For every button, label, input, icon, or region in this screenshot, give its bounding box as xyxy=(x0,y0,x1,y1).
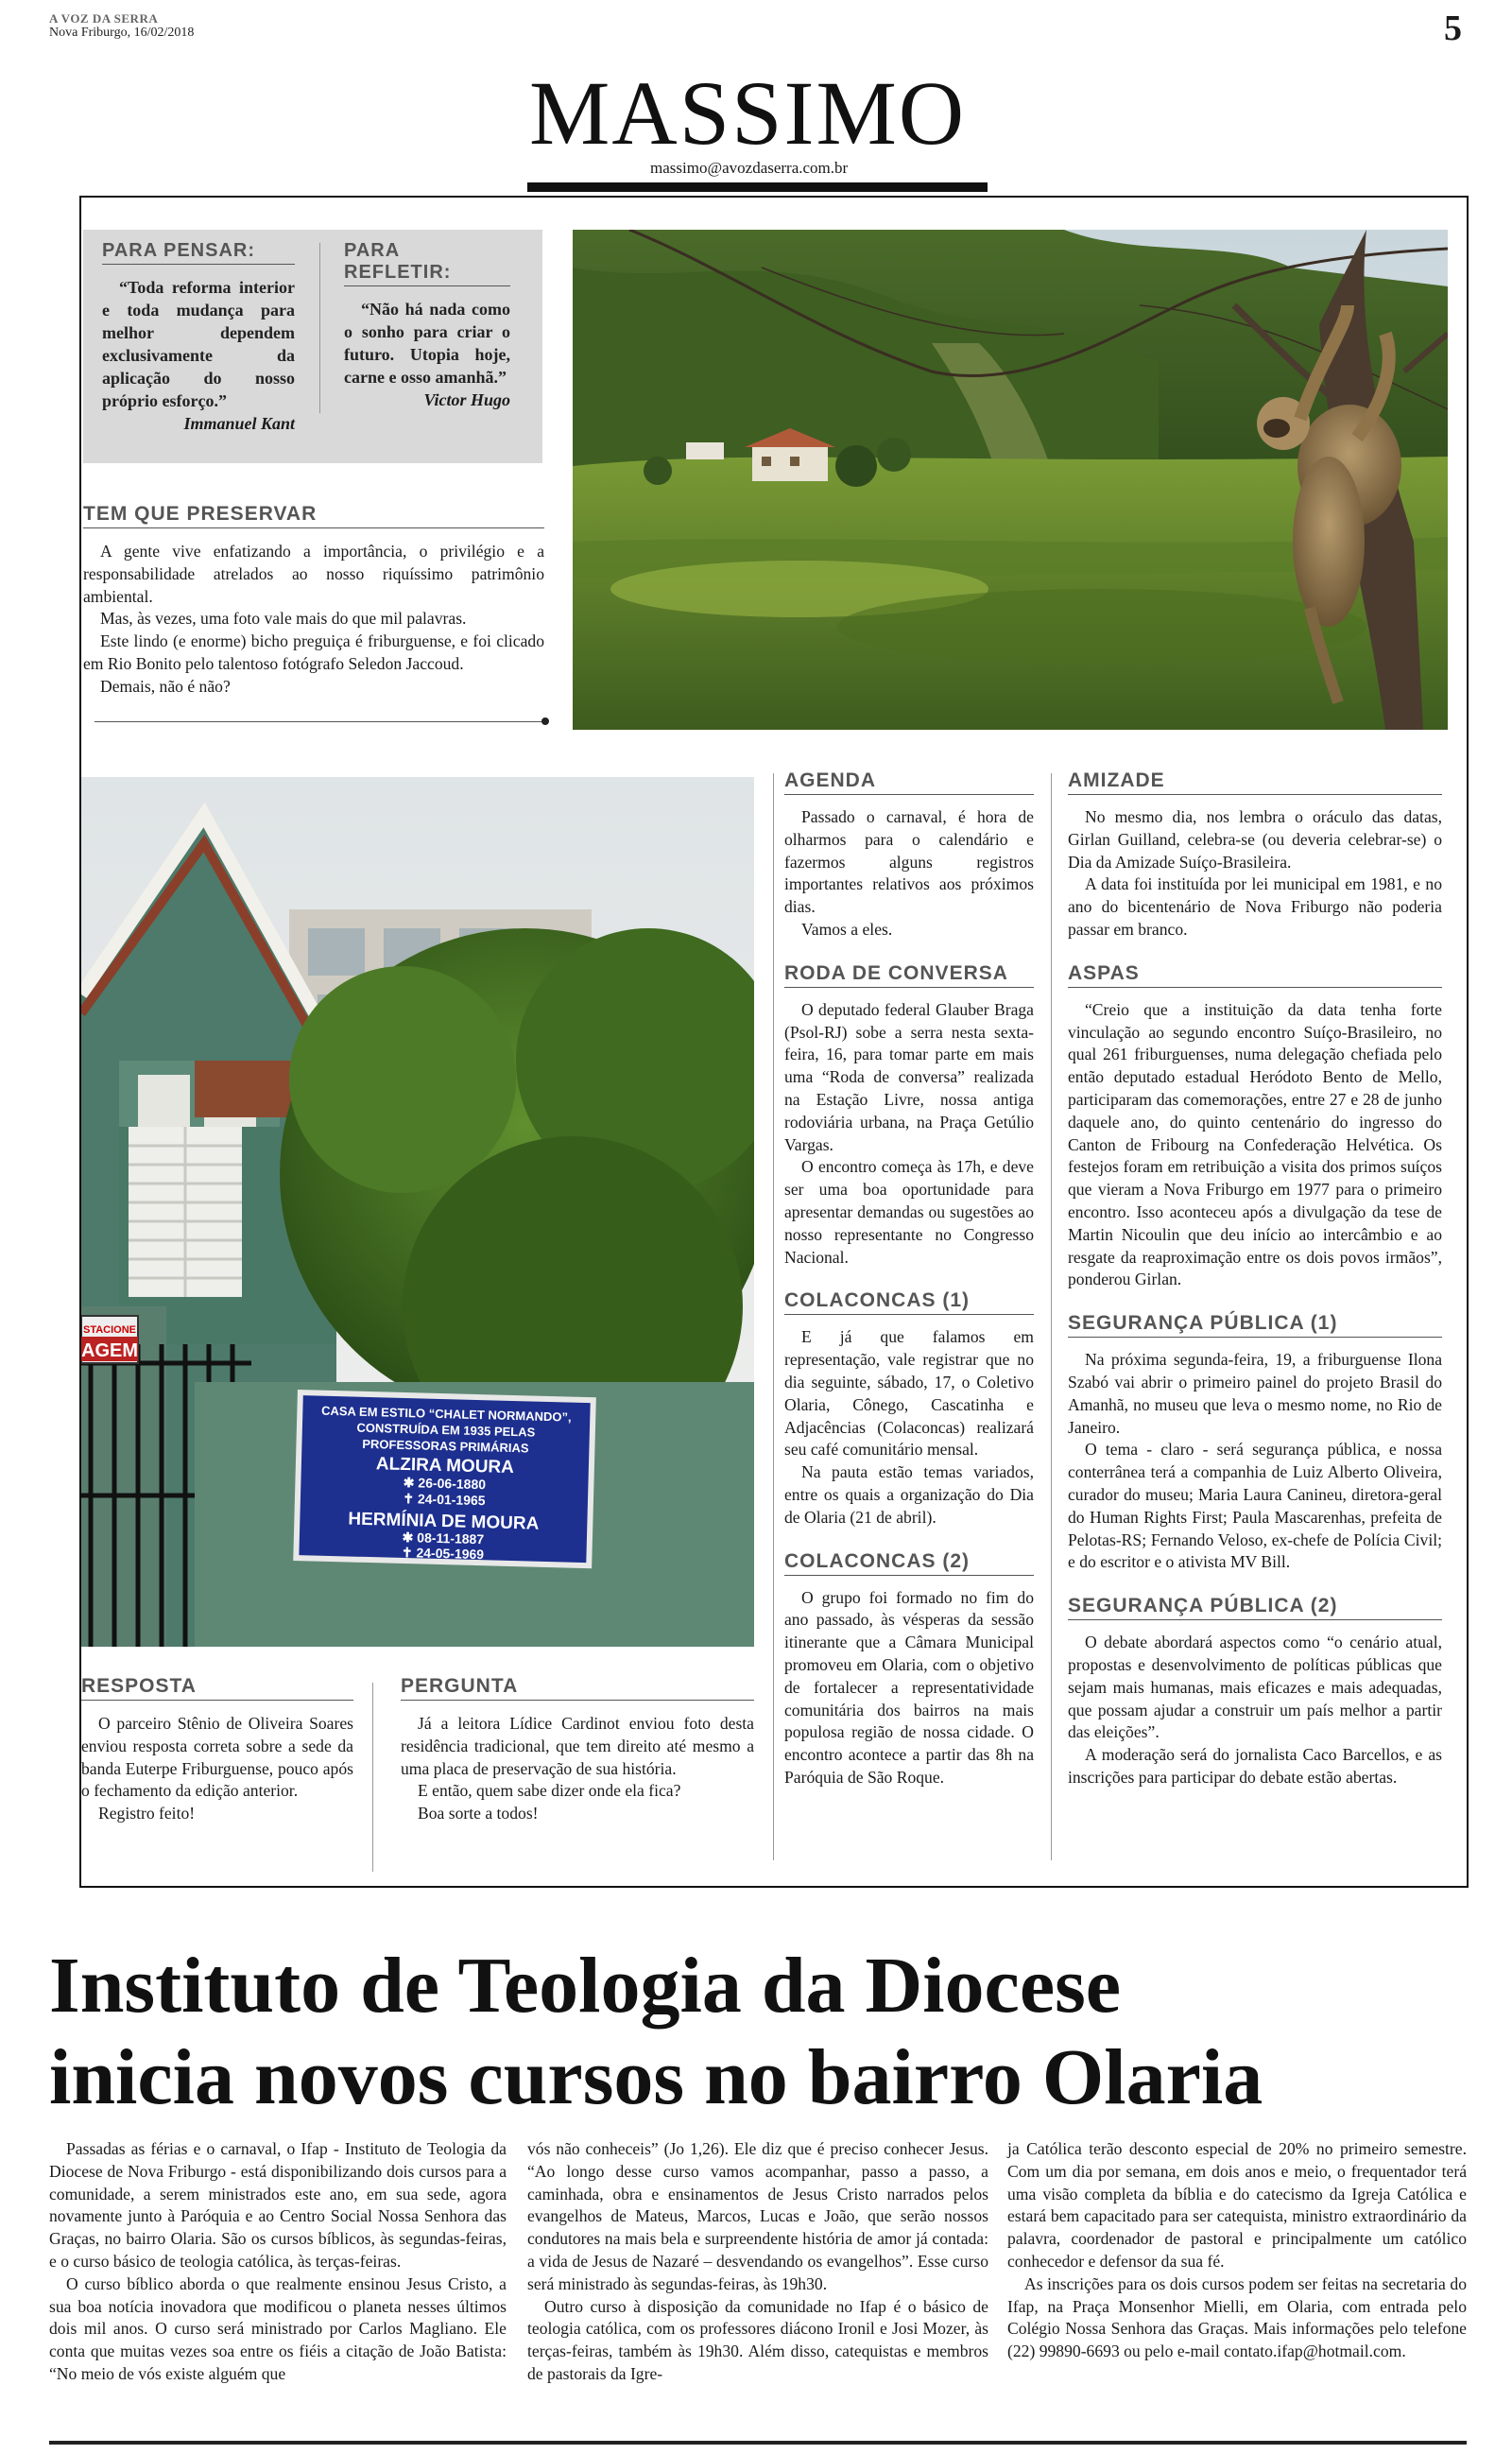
pergunta-heading: PERGUNTA xyxy=(401,1675,754,1701)
article-col1-p2: O curso bíblico aborda o que realmente ensinou Jesus Cristo, a sua boa notícia inovadora que modificou o planeta nesses últimos dois mil anos. O curso será ministrado por Carlos Magliano. Ele conta que muitas vezes soa entre os fiéis a citação de João Batista: “No meio de vós existe alguém que xyxy=(49,2273,507,2383)
preservar-p4: Demais, não é não? xyxy=(100,676,231,696)
headline-line1: Instituto de Teologia da Diocese xyxy=(49,1942,1122,2030)
colaconcas1-p1: E já que falamos em representação, vale registrar que no dia seguinte, sábado, 17, o Coletivo Olaria, Cônego, Cascatinha e Adjacências (Colaconcas) realizará seu café comunitário mensal. xyxy=(784,1327,1034,1460)
parking-sign-top: STACIONE xyxy=(82,1324,137,1336)
section-end-rule xyxy=(94,721,546,722)
column-divider xyxy=(1051,773,1052,1860)
amizade-p1: No mesmo dia, nos lembra o oráculo das datas, Girlan Guilland, celebra-se (ou deveria celebrar-se) o Dia da Amizade Suíço-Brasileira. xyxy=(1068,807,1442,872)
edition-date: Nova Friburgo, 16/02/2018 xyxy=(49,26,195,40)
newspaper-name: A VOZ DA SERRA xyxy=(49,11,159,26)
agenda-p1: Passado o carnaval, é hora de olharmos para o calendário e fazermos alguns registros importantes relativos aos próximos dias. xyxy=(784,807,1034,917)
para-pensar-heading: PARA PENSAR: xyxy=(102,240,295,265)
plaque-died1: ✝ 24-01-1965 xyxy=(403,1490,486,1509)
house-photo xyxy=(81,777,754,1647)
article-col3 xyxy=(1007,2138,1467,2363)
resposta-heading: RESPOSTA xyxy=(81,1675,353,1701)
heritage-plaque xyxy=(296,1392,593,1565)
bottom-rule xyxy=(49,2441,1467,2445)
seguranca1-heading: SEGURANÇA PÚBLICA (1) xyxy=(1068,1312,1442,1338)
article-col1-p1: Passadas as férias e o carnaval, o Ifap - Instituto de Teologia da Diocese de Nova Friburgo - está disponibilizando dois cursos para a comunidade, a serem ministrados este ano, em sua sede, agora novamente junto à Paróquia e ao Centro Social Nossa Senhora das Graças, no bairro Olaria. São os cursos bíblicos, às segundas-feiras, e o curso básico de teologia católica, às terças-feiras. xyxy=(49,2139,507,2271)
sloth-photo xyxy=(573,230,1448,730)
roda-p1: O deputado federal Glauber Braga (Psol-RJ) sobe a serra nesta sexta-feira, 16, para tomar parte em mais uma “Roda de conversa” realizada na Estação Livre, nossa antiga rodoviária urbana, na Praça Getúlio Vargas. xyxy=(784,999,1034,1154)
para-pensar-quote: “Toda reforma interior e toda mudança para melhor dependem exclusivamente da aplicação do nosso próprio esforço.” xyxy=(102,278,295,410)
plaque-name1: ALZIRA MOURA xyxy=(375,1454,515,1478)
para-refletir-quote: “Não há nada como o sonho para criar o futuro. Utopia hoje, carne e osso amanhã.” xyxy=(344,300,510,387)
section-end-dot xyxy=(541,717,549,725)
plaque-died2: ✝ 24-05-1969 xyxy=(401,1544,485,1563)
page-number: 5 xyxy=(1444,9,1462,48)
pergunta-p3: Boa sorte a todos! xyxy=(418,1804,539,1823)
article-col3-p1: ja Católica terão desconto especial de 20% no primeiro semestre. Com um dia por semana, em dois anos e meio, o frequentador terá uma visão completa da bíblia e do catecismo da Igreja Católica e estará bem capacitado para ser catequista, ministro extraordinário da palavra, coordenador de pastoral e principalmente um católico conhecedor e defensor da sua fé. xyxy=(1007,2139,1467,2271)
preservar-p2: Mas, às vezes, uma foto vale mais do que mil palavras. xyxy=(100,609,467,629)
roda-p2: O encontro começa às 17h, e deve ser uma boa oportunidade para apresentar demandas ou sugestões ao nosso representante no Congresso Nacional. xyxy=(784,1157,1034,1267)
article-col2-p2: Outro curso à disposição da comunidade no Ifap é o básico de teologia católica, com os professores diácono Ironil e Josi Mozer, às terças-feiras, também às 19h30. Além disso, catequistas e membros de pastorais da Igre- xyxy=(527,2296,988,2383)
amizade-heading: AMIZADE xyxy=(1068,769,1442,795)
seguranca2-heading: SEGURANÇA PÚBLICA (2) xyxy=(1068,1595,1442,1620)
article-col2-p1: vós não conheceis” (Jo 1,26). Ele diz que é preciso conhecer Jesus. “Ao longo desse curso vamos acompanhar, passo a passo, a caminhada, obra e ensinamentos de Jesus Cristo narrados pelos evangelhos de Mateus, Marcos, Lucas e João, que serão nossos condutores na mais bela e surpreendente história de amor já contada: a vida de Jesus de Nazaré – desvendando os evangelhos”. Esse curso será ministrado às segundas-feiras, às 19h30. xyxy=(527,2139,988,2293)
para-refletir-author: Victor Hugo xyxy=(423,390,510,409)
article-col3-p2: As inscrições para os dois cursos podem ser feitas na secretaria do Ifap, na Praça Monsenhor Mielli, em Olaria, com entrada pelo Colégio Nossa Senhora das Graças. Mais informações pelo telefone (22) 99890-6693 ou pelo e-mail contato.ifap@hotmail.com. xyxy=(1007,2273,1467,2361)
resposta-p1: O parceiro Stênio de Oliveira Soares enviou resposta correta sobre a sede da banda Euterpe Friburguense, pouco após o fechamento da edição anterior. xyxy=(81,1714,353,1801)
resposta xyxy=(81,1675,353,1825)
title-rule xyxy=(527,182,988,192)
tem-que-preservar-heading: TEM QUE PRESERVAR xyxy=(83,503,544,528)
column-divider xyxy=(372,1683,373,1872)
resposta-p2: Registro feito! xyxy=(98,1804,196,1823)
article-headline xyxy=(49,1940,1263,2123)
article-col1 xyxy=(49,2138,507,2386)
colaconcas2-heading: COLACONCAS (2) xyxy=(784,1550,1034,1576)
plaque-line3: PROFESSORAS PRIMÁRIAS xyxy=(362,1436,529,1456)
quote-divider xyxy=(319,243,320,413)
seguranca1-p2: O tema - claro - será segurança pública, e nossa conterrânea terá a companhia de Luiz Alberto Oliveira, curador do museu; Maria Laura Canineu, diretora-geral do Human Rights First; Paula Mascarenhas, prefeita de Pelotas-RS; Fernando Veloso, ex-chefe de Polícia Civil; e do escritor e o ativista MV Bill. xyxy=(1068,1440,1442,1572)
preservar-p1: A gente vive enfatizando a importância, o privilégio e a responsabilidade atrelados ao nosso riquíssimo patrimônio ambiental. xyxy=(83,542,544,606)
aspas-heading: ASPAS xyxy=(1068,962,1442,988)
amizade-p2: A data foi instituída por lei municipal em 1981, e no ano do bicentenário de Nova Friburgo não poderia passar em branco. xyxy=(1068,874,1442,939)
plaque-line1: CASA EM ESTILO “CHALET NORMANDO”, xyxy=(320,1403,572,1425)
agenda-p2: Vamos a eles. xyxy=(801,919,893,939)
agenda-heading: AGENDA xyxy=(784,769,1034,795)
headline-line2: inicia novos cursos no bairro Olaria xyxy=(49,2033,1263,2121)
pergunta-p2: E então, quem sabe dizer onde ela fica? xyxy=(418,1781,681,1801)
para-refletir xyxy=(344,240,510,410)
plaque-name2: HERMÍNIA DE MOURA xyxy=(348,1509,540,1534)
colaconcas2-p1: O grupo foi formado no fim do ano passado, às vésperas da sessão itinerante que a Câmara Municipal promoveu em Olaria, com o objetivo de fortalecer a representatividade comunitária dos bairros na mais populosa região de nossa cidade. O encontro acontece a partir das 8h na Paróquia de São Roque. xyxy=(784,1587,1034,1787)
para-pensar-author: Immanuel Kant xyxy=(183,414,295,433)
seguranca2-p2: A moderação será do jornalista Caco Barcellos, e as inscrições para participar do debate estão abertas. xyxy=(1068,1745,1442,1787)
plaque-born2: ✱ 08-11-1887 xyxy=(402,1529,485,1547)
column-title: MASSIMO xyxy=(529,62,967,164)
pergunta-p1: Já a leitora Lídice Cardinot enviou foto desta residência tradicional, que tem direito até mesmo a uma placa de preservação de sua história. xyxy=(401,1714,754,1778)
article-col2 xyxy=(527,2138,988,2386)
aspas-p1: “Creio que a instituição da data tenha forte vinculação ao segundo encontro Suíço-Brasileiro, no qual 261 friburguenses, numa delegação chefiada pelo então deputado estadual Heródoto Bento de Mello, participaram das comemorações, entre 27 e 28 de junho daquele ano, do quinto centenário do ingresso do Canton de Fribourg na Confederação Helvética. Os festejos foram em retribuição a visita dos primos suíços que vieram a Nova Friburgo em 1977 para o primeiro encontro. Isso aconteceu após a divulgação da tese de Martin Nicoulin que deu início ao intercâmbio e ao resgate da reaproximação entre os dois povos irmãos”, ponderou Girlan. xyxy=(1068,999,1442,1289)
tem-que-preservar xyxy=(83,503,544,699)
pergunta xyxy=(401,1675,754,1825)
column-email[interactable]: massimo@avozdaserra.com.br xyxy=(650,159,849,177)
middle-column xyxy=(784,769,1034,1789)
parking-sign-main: AGEM xyxy=(81,1340,138,1361)
colaconcas1-p2: Na pauta estão temas variados, entre os quais a organização do Dia de Olaria (21 de abril). xyxy=(784,1462,1034,1527)
column-divider xyxy=(773,773,774,1860)
roda-heading: RODA DE CONVERSA xyxy=(784,962,1034,988)
preservar-p3: Este lindo (e enorme) bicho preguiça é friburguense, e foi clicado em Rio Bonito pelo talentoso fotógrafo Seledon Jaccoud. xyxy=(83,631,544,673)
seguranca1-p1: Na próxima segunda-feira, 19, a friburguense Ilona Szabó vai abrir o primeiro painel do projeto Brasil do Amanhã, no museu que leva o mesmo nome, no Rio de Janeiro. xyxy=(1068,1350,1442,1437)
right-column xyxy=(1068,769,1442,1789)
para-refletir-heading: PARA REFLETIR: xyxy=(344,240,510,286)
colaconcas1-heading: COLACONCAS (1) xyxy=(784,1289,1034,1315)
plaque-born1: ✱ 26-06-1880 xyxy=(403,1474,487,1493)
plaque-line2: CONSTRUÍDA EM 1935 PELAS xyxy=(356,1420,536,1440)
seguranca2-p1: O debate abordará aspectos como “o cenário atual, propostas e desenvolvimento de políticas públicas que sejam mais humanas, mais eficazes e mais adequadas, que possam ajudar a construir um país melhor a partir das eleições”. xyxy=(1068,1633,1442,1742)
para-pensar xyxy=(102,240,295,434)
